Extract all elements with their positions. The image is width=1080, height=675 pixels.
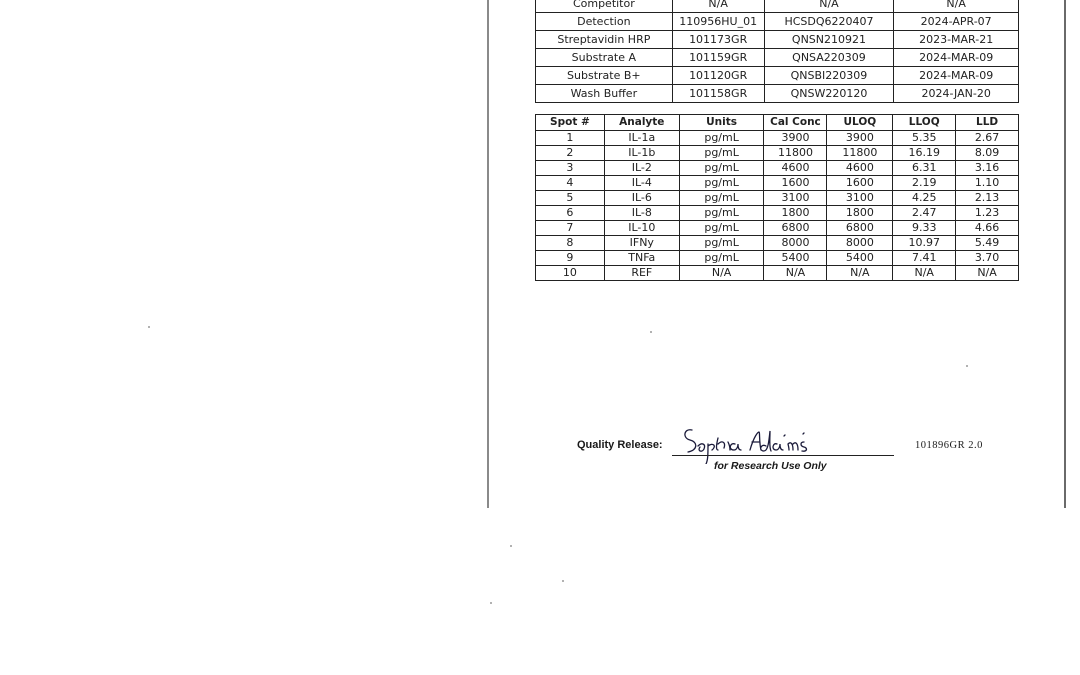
- analyte-row: [536, 191, 1019, 206]
- spot-number-cell: 4: [536, 176, 605, 191]
- reagent-part-cell: 110956HU_01: [672, 13, 764, 31]
- analyte-cell: REF: [604, 266, 679, 281]
- reagent-lot-cell: QNSA220309: [764, 49, 894, 67]
- lloq-cell: 2.47: [893, 206, 956, 221]
- analyte-cell: IL-2: [604, 161, 679, 176]
- units-cell: pg/mL: [679, 131, 764, 146]
- spot-number-cell: 2: [536, 146, 605, 161]
- scan-speck: [148, 326, 150, 328]
- units-cell: pg/mL: [679, 146, 764, 161]
- reagent-name-cell: Detection: [536, 13, 673, 31]
- units-cell: pg/mL: [679, 221, 764, 236]
- uloq-cell: 3100: [827, 191, 893, 206]
- cal-conc-cell: 4600: [764, 161, 827, 176]
- reagent-part-cell: 101158GR: [672, 85, 764, 103]
- reagent-expiry-cell: N/A: [894, 0, 1019, 13]
- uloq-cell: 1600: [827, 176, 893, 191]
- scan-speck: [510, 545, 512, 547]
- reagent-row: [536, 85, 1019, 103]
- analyte-cell: IL-8: [604, 206, 679, 221]
- analyte-cell: IL-10: [604, 221, 679, 236]
- cal-conc-cell: 3900: [764, 131, 827, 146]
- reagent-lot-cell: HCSDQ6220407: [764, 13, 894, 31]
- reagent-lot-table: [535, 0, 1019, 103]
- cal-conc-cell: 1600: [764, 176, 827, 191]
- reagent-row: [536, 0, 1019, 13]
- analyte-table-header-row: [536, 115, 1019, 131]
- analyte-cell: IL-1b: [604, 146, 679, 161]
- analyte-cell: IL-4: [604, 176, 679, 191]
- uloq-cell: 1800: [827, 206, 893, 221]
- header-lloq: LLOQ: [893, 115, 956, 131]
- lloq-cell: 7.41: [893, 251, 956, 266]
- analyte-row: [536, 236, 1019, 251]
- handwritten-signature: [680, 420, 830, 464]
- lld-cell: 3.16: [956, 161, 1019, 176]
- uloq-cell: 3900: [827, 131, 893, 146]
- spot-number-cell: 5: [536, 191, 605, 206]
- document-code: 101896GR 2.0: [915, 440, 983, 451]
- reagent-expiry-cell: 2024-MAR-09: [894, 67, 1019, 85]
- scan-speck: [966, 365, 968, 367]
- header-uloq: ULOQ: [827, 115, 893, 131]
- quality-release-label: Quality Release:: [577, 439, 663, 451]
- lloq-cell: 10.97: [893, 236, 956, 251]
- signature-line: [672, 455, 894, 456]
- scan-page-edge-right: [1064, 0, 1066, 508]
- uloq-cell: 6800: [827, 221, 893, 236]
- analyte-row: [536, 131, 1019, 146]
- header-lld: LLD: [956, 115, 1019, 131]
- lloq-cell: 2.19: [893, 176, 956, 191]
- header-spot-number: Spot #: [536, 115, 605, 131]
- reagent-expiry-cell: 2024-APR-07: [894, 13, 1019, 31]
- reagent-expiry-cell: 2024-MAR-09: [894, 49, 1019, 67]
- reagent-name-cell: Streptavidin HRP: [536, 31, 673, 49]
- analyte-row: [536, 251, 1019, 266]
- spot-number-cell: 6: [536, 206, 605, 221]
- analyte-cell: TNFa: [604, 251, 679, 266]
- uloq-cell: 5400: [827, 251, 893, 266]
- header-cal-conc: Cal Conc: [764, 115, 827, 131]
- lloq-cell: 9.33: [893, 221, 956, 236]
- cal-conc-cell: N/A: [764, 266, 827, 281]
- analyte-cell: IL-1a: [604, 131, 679, 146]
- scan-speck: [650, 331, 652, 333]
- analyte-specification-table: [535, 114, 1019, 281]
- uloq-cell: N/A: [827, 266, 893, 281]
- units-cell: pg/mL: [679, 191, 764, 206]
- reagent-lot-cell: N/A: [764, 0, 894, 13]
- analyte-row: [536, 221, 1019, 236]
- reagent-part-cell: 101120GR: [672, 67, 764, 85]
- analyte-cell: IL-6: [604, 191, 679, 206]
- cal-conc-cell: 11800: [764, 146, 827, 161]
- lld-cell: 1.10: [956, 176, 1019, 191]
- spot-number-cell: 9: [536, 251, 605, 266]
- lloq-cell: 16.19: [893, 146, 956, 161]
- reagent-name-cell: Substrate A: [536, 49, 673, 67]
- lld-cell: 3.70: [956, 251, 1019, 266]
- units-cell: pg/mL: [679, 206, 764, 221]
- units-cell: pg/mL: [679, 161, 764, 176]
- analyte-row: [536, 146, 1019, 161]
- reagent-name-cell: Wash Buffer: [536, 85, 673, 103]
- analyte-row: [536, 206, 1019, 221]
- cal-conc-cell: 3100: [764, 191, 827, 206]
- lld-cell: 8.09: [956, 146, 1019, 161]
- reagent-row: [536, 31, 1019, 49]
- lld-cell: 1.23: [956, 206, 1019, 221]
- cal-conc-cell: 5400: [764, 251, 827, 266]
- lloq-cell: 4.25: [893, 191, 956, 206]
- reagent-lot-cell: QNSBI220309: [764, 67, 894, 85]
- cal-conc-cell: 8000: [764, 236, 827, 251]
- scan-page-edge-left: [487, 0, 489, 508]
- reagent-lot-cell: QNSW220120: [764, 85, 894, 103]
- spot-number-cell: 3: [536, 161, 605, 176]
- scan-speck: [490, 602, 492, 604]
- header-units: Units: [679, 115, 764, 131]
- reagent-lot-cell: QNSN210921: [764, 31, 894, 49]
- reagent-part-cell: 101173GR: [672, 31, 764, 49]
- reagent-name-cell: Competitor: [536, 0, 673, 13]
- uloq-cell: 4600: [827, 161, 893, 176]
- lld-cell: 4.66: [956, 221, 1019, 236]
- scan-speck: [562, 580, 564, 582]
- reagent-expiry-cell: 2023-MAR-21: [894, 31, 1019, 49]
- units-cell: pg/mL: [679, 236, 764, 251]
- lld-cell: 2.67: [956, 131, 1019, 146]
- reagent-row: [536, 49, 1019, 67]
- spot-number-cell: 8: [536, 236, 605, 251]
- spot-number-cell: 10: [536, 266, 605, 281]
- analyte-row: [536, 176, 1019, 191]
- lld-cell: 5.49: [956, 236, 1019, 251]
- uloq-cell: 8000: [827, 236, 893, 251]
- lloq-cell: 6.31: [893, 161, 956, 176]
- reagent-row: [536, 13, 1019, 31]
- analyte-cell: IFNy: [604, 236, 679, 251]
- header-analyte: Analyte: [604, 115, 679, 131]
- uloq-cell: 11800: [827, 146, 893, 161]
- units-cell: pg/mL: [679, 251, 764, 266]
- research-use-note: for Research Use Only: [714, 460, 827, 472]
- lld-cell: 2.13: [956, 191, 1019, 206]
- reagent-name-cell: Substrate B+: [536, 67, 673, 85]
- reagent-row: [536, 67, 1019, 85]
- lloq-cell: N/A: [893, 266, 956, 281]
- cal-conc-cell: 6800: [764, 221, 827, 236]
- units-cell: pg/mL: [679, 176, 764, 191]
- analyte-row: [536, 161, 1019, 176]
- reagent-part-cell: 101159GR: [672, 49, 764, 67]
- spot-number-cell: 7: [536, 221, 605, 236]
- reagent-expiry-cell: 2024-JAN-20: [894, 85, 1019, 103]
- analyte-row: [536, 266, 1019, 281]
- units-cell: N/A: [679, 266, 764, 281]
- spot-number-cell: 1: [536, 131, 605, 146]
- cal-conc-cell: 1800: [764, 206, 827, 221]
- lloq-cell: 5.35: [893, 131, 956, 146]
- reagent-part-cell: N/A: [672, 0, 764, 13]
- lld-cell: N/A: [956, 266, 1019, 281]
